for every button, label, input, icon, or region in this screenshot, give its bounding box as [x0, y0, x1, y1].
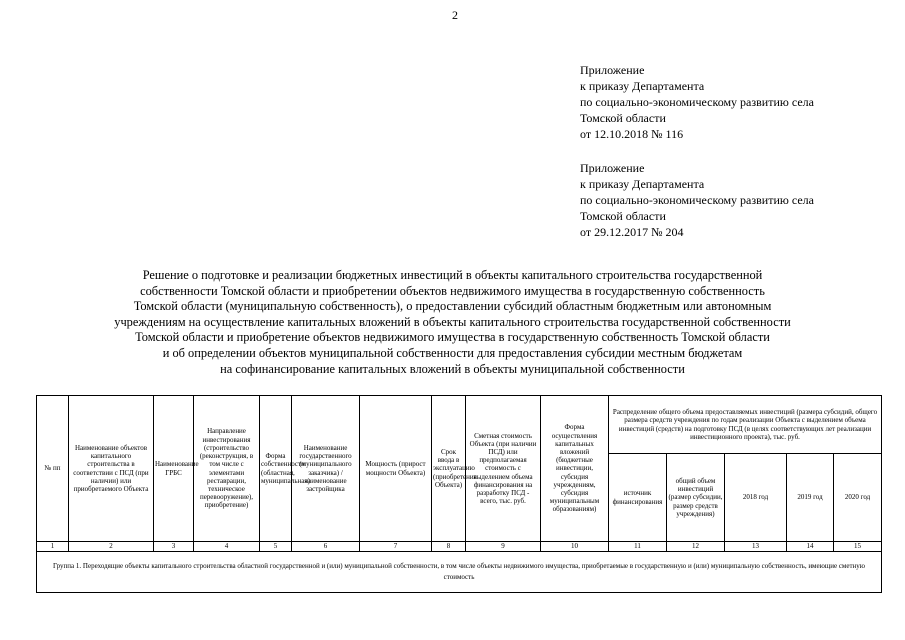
header-estimated-cost: Сметная стоимость Объекта (при наличии ПСД) или предполагаемая стоимость с выделением объема финансирования на разработку ПСД - всего, тыс. руб.: [466, 396, 541, 542]
column-number: 12: [667, 542, 725, 552]
column-number: 15: [834, 542, 882, 552]
header-funding-source: источник финансирования: [609, 454, 667, 542]
appendix-line: Томской области: [580, 209, 666, 223]
column-number: 8: [432, 542, 466, 552]
header-object-name: Наименование объектов капитального строительства в соответствии с ПСД (при наличии) или приобретаемого Объекта: [69, 396, 154, 542]
column-number: 7: [360, 542, 432, 552]
appendix-line: к приказу Департамента: [580, 177, 705, 191]
title-line: на софинансирование капитальных вложений в объекты муниципальной собственности: [220, 361, 685, 376]
appendix-line: Приложение: [580, 63, 645, 77]
column-number: 3: [154, 542, 194, 552]
appendix-line: Приложение: [580, 161, 645, 175]
title-line: Томской области и приобретение объектов недвижимого имущества в государственную собственность Томской области: [135, 330, 770, 345]
appendix-line: от 12.10.2018 № 116: [580, 127, 684, 141]
appendix-line: по социально-экономическому развитию села: [580, 193, 814, 207]
column-number-row: [37, 542, 882, 552]
investment-table: [36, 395, 882, 593]
column-number: 2: [69, 542, 154, 552]
header-year-2019: 2019 год: [787, 454, 834, 542]
header-grbs: Наименование ГРБС: [154, 396, 194, 542]
header-total-volume: общий объем инвестиций (размер субсидии, размер средств учреждения): [667, 454, 725, 542]
title-line: собственности Томской области и приобретении объектов недвижимого имущества в государственную собственность: [140, 283, 765, 298]
column-number: 14: [787, 542, 834, 552]
group-1-heading: Группа 1. Переходящие объекты капитального строительства областной государственной и (или) муниципальной собственности, в том числе объекты недвижимого имущества, приобретаемые в государственную и (или) муниципальную собственность, имеющие сметную стоимость: [37, 552, 882, 593]
column-number: 5: [260, 542, 292, 552]
appendix-block-original: [580, 160, 814, 240]
header-year-2018: 2018 год: [725, 454, 787, 542]
header-commissioning-date: Срок ввода в эксплуатацию (приобретения Объекта): [432, 396, 466, 542]
header-ownership-form: Форма собственности (областная, муниципальная): [260, 396, 292, 542]
header-investment-form: Форма осуществления капитальных вложений (бюджетные инвестиции, субсидия учреждениям, субсидия муниципальным образованиям): [541, 396, 609, 542]
page-number: 2: [452, 8, 458, 22]
column-number: 1: [37, 542, 69, 552]
header-number: № пп: [37, 396, 69, 542]
document-title: [30, 268, 875, 377]
title-line: учреждениям на осуществление капитальных вложений в объекты капитального строительства государственной собственности: [114, 314, 791, 329]
column-number: 13: [725, 542, 787, 552]
appendix-line: по социально-экономическому развитию села: [580, 95, 814, 109]
title-line: и об определении объектов муниципальной собственности для предоставления субсидии местным бюджетам: [162, 345, 743, 360]
header-distribution: Распределение общего объема предоставляемых инвестиций (размера субсидий, общего размера средств учреждения по годам реализации Объекта с выделением объема инвестиций (средств) на подготовку ПСД (в целях соответствующих лет реализации инвестиционного проекта), тыс. руб.: [609, 396, 882, 454]
appendix-line: к приказу Департамента: [580, 79, 705, 93]
column-number: 6: [292, 542, 360, 552]
column-number: 9: [466, 542, 541, 552]
appendix-line: Томской области: [580, 111, 666, 125]
appendix-block-current: [580, 62, 814, 142]
title-line: Томской области (муниципальную собственность), о предоставлении субсидий областным бюджетным или автономным: [133, 299, 772, 314]
appendix-line: от 29.12.2017 № 204: [580, 225, 684, 239]
column-number: 10: [541, 542, 609, 552]
header-investment-direction: Направление инвестирования (строительство (реконструкция, в том числе с элементами реставрации, техническое перевооружение), приобретение): [194, 396, 260, 542]
column-number: 4: [194, 542, 260, 552]
column-number: 11: [609, 542, 667, 552]
header-capacity: Мощность (прирост мощности Объекта): [360, 396, 432, 542]
header-customer: Наименование государственного (муниципального заказчика) / наименование застройщика: [292, 396, 360, 542]
title-line: Решение о подготовке и реализации бюджетных инвестиций в объекты капитального строительства государственной: [142, 268, 763, 282]
header-year-2020: 2020 год: [834, 454, 882, 542]
